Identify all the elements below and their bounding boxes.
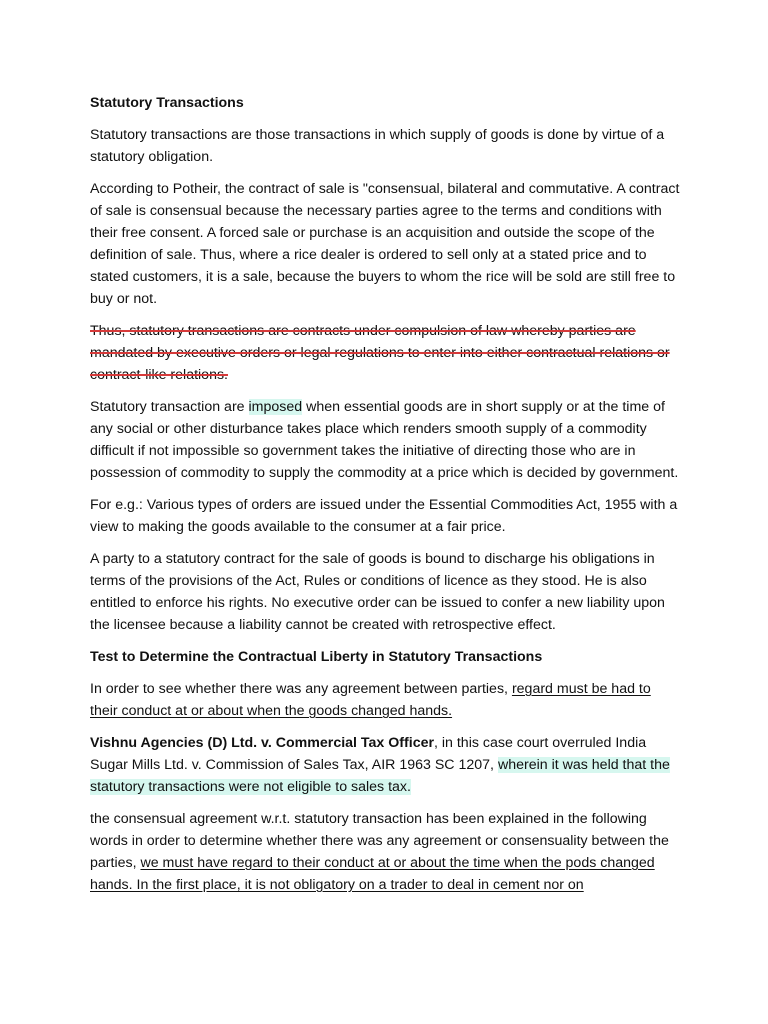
heading-statutory-transactions: Statutory Transactions	[90, 95, 244, 111]
heading-contractual-liberty-test: Test to Determine the Contractual Liberty in Statutory Transactions	[90, 649, 543, 665]
paragraph-consensual-agreement	[90, 808, 680, 896]
paragraph-definition: Statutory transactions are those transactions in which supply of goods is done by virtue of a statutory obligation.	[90, 127, 665, 165]
text-segment: , in this case court overruled India Sugar Mills Ltd. v. Commission of Sales Tax, AIR 1963 SC 1207,	[90, 735, 647, 773]
text-segment: Statutory transaction are	[90, 399, 249, 415]
text-segment: when essential goods are in short supply or at the time of any social or other disturbance takes place which renders smooth supply of a commodity difficult if not impossible so government takes the initiative of directing those who are in possession of commodity to supply the commodity at a price which is decided by government.	[90, 399, 679, 481]
paragraph-struck-text	[90, 320, 680, 386]
case-name: Vishnu Agencies (D) Ltd. v. Commercial Tax Officer	[90, 735, 434, 751]
text-segment: the consensual agreement w.r.t. statutory transaction has been explained in the following words in order to determine whether there was any agreement or consensuality between the parties,	[90, 811, 669, 871]
paragraph-example: For e.g.: Various types of orders are issued under the Essential Commodities Act, 1955 with a view to making the goods available to the consumer at a fair price.	[90, 497, 678, 535]
paragraph-party-obligations: A party to a statutory contract for the sale of goods is bound to discharge his obligations in terms of the provisions of the Act, Rules or conditions of licence as they stood. He is also entitled to enforce his rights. No executive order can be issued to confer a new liability upon the licensee because a liability cannot be created with retrospective effect.	[90, 551, 665, 633]
paragraph-agreement-test	[90, 678, 680, 722]
underlined-text: we must have regard to their conduct at or about the time when the pods changed hands. In the first place, it is not obligatory on a trader to deal in cement nor on	[90, 855, 655, 893]
paragraph-imposed	[90, 396, 680, 484]
highlighted-text: imposed	[248, 399, 303, 415]
document-body	[90, 92, 680, 906]
paragraph-case-vishnu-agencies	[90, 732, 680, 798]
text-segment: In order to see whether there was any agreement between parties,	[90, 681, 512, 697]
paragraph-potheir: According to Potheir, the contract of sale is "consensual, bilateral and commutative. A contract of sale is consensual because the necessary parties agree to the terms and conditions with their free consent. A forced sale or purchase is an acquisition and outside the scope of the definition of sale. Thus, where a rice dealer is ordered to sell only at a stated price and to stated customers, it is a sale, because the buyers to whom the rice will be sold are still free to buy or not.	[90, 181, 680, 307]
deleted-text: Thus, statutory transactions are contracts under compulsion of law whereby parties are mandated by executive orders or legal regulations to enter into either contractual relations or contract-like relations.	[90, 323, 670, 383]
highlighted-text: wherein it was held that the statutory transactions were not eligible to sales tax.	[90, 757, 670, 795]
underlined-text: regard must be had to their conduct at or about when the goods changed hands.	[90, 681, 651, 719]
